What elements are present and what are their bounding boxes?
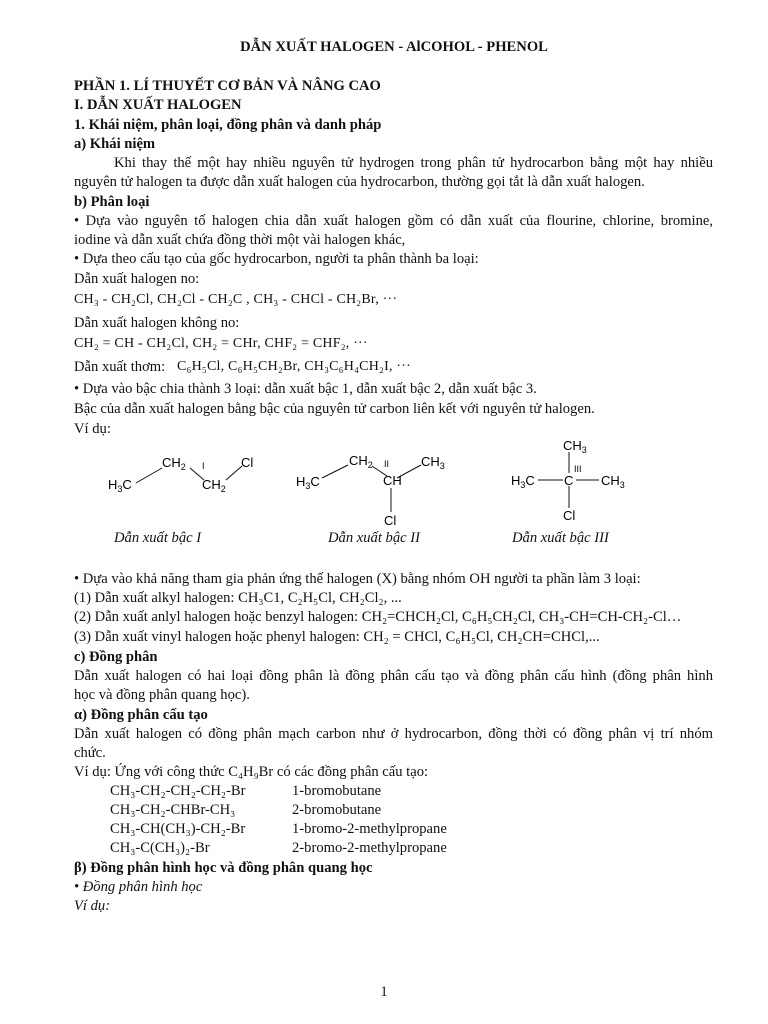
example-label: Ví dụ: — [74, 421, 111, 437]
svg-text:C: C — [564, 473, 574, 488]
isomers-text-line: học và đồng phân quang học). — [74, 687, 250, 703]
svg-text:CH: CH — [383, 473, 402, 488]
svg-text:CH2: $CH_2$ — [349, 453, 373, 470]
geometric-isomers-heading: β) Đồng phân hình học và đồng phân quang học — [74, 860, 373, 876]
svg-text:CH3: $CH_3$ — [601, 473, 625, 490]
isomer-name: 2-bromobutane — [292, 802, 382, 818]
caption-primary: Dẫn xuất bậc I — [114, 530, 202, 546]
structure-tertiary-drawing — [508, 438, 648, 533]
svg-text:II: II — [384, 459, 390, 469]
isomer-formula: CH₃-C(CH₃)₂-Br — [110, 840, 210, 856]
isomer-name: 1-bromo-2-methylpropane — [292, 821, 447, 837]
structural-isomers-text-line: Dẫn xuất halogen có đồng phân mạch carbon như ở hydrocarbon, đồng thời có đồng phân vị trí nhóm — [74, 726, 713, 742]
structural-isomers-heading: α) Đồng phân cấu tạo — [74, 707, 208, 723]
caption-secondary: Dẫn xuất bậc II — [328, 530, 420, 546]
classification-bullet: • Dựa theo cấu tạo của gốc hydrocarbon, người ta phân thành ba loại: — [74, 251, 479, 267]
subsection-heading: 1. Khái niệm, phân loại, đồng phân và danh pháp — [74, 117, 382, 133]
geometric-isomers-bullet: • Đồng phân hình học — [74, 879, 203, 895]
caption-tertiary: Dẫn xuất bậc III — [512, 530, 609, 546]
svg-text:H3C: $H_3C$ — [108, 477, 132, 494]
reactivity-bullet: • Dựa vào khả năng tham gia phản ứng thế halogen (X) bằng nhóm OH người ta phần làm 3 loại: — [74, 571, 641, 587]
structure-primary — [104, 438, 274, 513]
isomer-list-item — [110, 839, 447, 857]
isomer-formula: CH₃-CH₂-CH₂-CH₂-Br — [110, 783, 246, 799]
reactivity-item: (1) Dẫn xuất alkyl halogen: CH₃C1, C₂H₅Cl, CH₂Cl₂, ... — [74, 590, 402, 606]
svg-text:Cl: Cl — [563, 508, 576, 523]
isomer-list-item — [110, 782, 382, 800]
unsaturated-formula: CH₂ = CH - CH₂Cl, CH₂ = CHr, CHF₂ = CHF₂, ··· — [74, 336, 368, 351]
reactivity-item: (2) Dẫn xuất anlyl halogen hoặc benzyl halogen: CH₂=CHCH₂Cl, C₆H₅CH₂Cl, CH₃-CH=CH-CH₂-Cl… — [74, 609, 682, 625]
isomers-heading: c) Đồng phân — [74, 649, 158, 665]
classification-text-line: iodine và dẫn xuất chứa đồng thời một vài halogen khác, — [74, 232, 406, 248]
unsaturated-label: Dẫn xuất halogen không no: — [74, 315, 240, 331]
isomer-list-item — [110, 820, 447, 838]
aromatic-label: Dẫn xuất thơm: — [74, 359, 166, 375]
geometric-example-label: Ví dụ: — [74, 898, 111, 914]
saturated-formula: CH₃ - CH₂Cl, CH₂Cl - CH₂C , CH₃ - CHCl - CH₂Br, ··· — [74, 292, 398, 307]
structure-secondary-drawing — [294, 438, 464, 533]
degree-definition: Bậc của dẫn xuất halogen bằng bậc của nguyên tử carbon liên kết với nguyên tử halogen. — [74, 401, 595, 417]
structure-primary-drawing — [104, 438, 274, 508]
svg-text:Cl: Cl — [384, 513, 397, 528]
svg-text:Cl: Cl — [241, 455, 254, 470]
classification-bullet: • Dựa vào nguyên tố halogen chia dẫn xuất halogen gồm có dẫn xuất của flourine, chlorine, bromine, — [74, 213, 713, 229]
svg-text:I: I — [202, 461, 205, 471]
isomers-text-line: Dẫn xuất halogen có hai loại đồng phân là đồng phân cấu tạo và đồng phân cấu hình (đồng phân hình — [74, 668, 713, 684]
reactivity-item: (3) Dẫn xuất vinyl halogen hoặc phenyl halogen: CH₂ = CHCl, C₆H₅Cl, CH₂CH=CHCl,... — [74, 629, 600, 645]
svg-text:H3C: $H_3C$ — [511, 473, 535, 490]
concept-heading: a) Khái niệm — [74, 136, 156, 152]
isomer-formula: CH₃-CH₂-CHBr-CH₃ — [110, 802, 236, 818]
classification-bullet: • Dựa vào bậc chia thành 3 loại: dẫn xuất bậc 1, dẫn xuất bậc 2, dẫn xuất bậc 3. — [74, 381, 537, 397]
svg-text:CH2: $CH_2$ — [162, 455, 186, 472]
svg-text:CH2: $CH_2$ — [202, 477, 226, 494]
isomer-name: 2-bromo-2-methylpropane — [292, 840, 447, 856]
document-title: DẪN XUẤT HALOGEN - AlCOHOL - PHENOL — [240, 39, 548, 55]
structure-secondary — [294, 438, 464, 538]
structure-tertiary — [508, 438, 648, 538]
svg-text:CH3: $CH_3$ — [563, 438, 587, 455]
svg-text:H3C: $H_3C$ — [296, 474, 320, 491]
page-number: 1 — [380, 984, 388, 1000]
isomers-example-line: Ví dụ: Ứng với công thức C₄H₉Br có các đồng phân cấu tạo: — [74, 764, 429, 780]
svg-text:III: III — [574, 464, 582, 474]
isomer-name: 1-bromobutane — [292, 783, 382, 799]
concept-text-line: Khi thay thế một hay nhiều nguyên tử hydrogen trong phân tử hydrocarbon bằng một hay nhiều — [114, 155, 713, 171]
concept-text-line: nguyên tử halogen ta được dẫn xuất halogen của hydrocarbon, thường gọi tắt là dẫn xuất halogen. — [74, 174, 645, 190]
svg-text:CH3: $CH_3$ — [421, 454, 445, 471]
section-heading: I. DẪN XUẤT HALOGEN — [74, 97, 242, 113]
classification-heading: b) Phân loại — [74, 194, 150, 210]
part-heading: PHẦN 1. LÍ THUYẾT CƠ BẢN VÀ NÂNG CAO — [74, 78, 381, 94]
isomer-list-item — [110, 801, 382, 819]
saturated-label: Dẫn xuất halogen no: — [74, 271, 200, 287]
isomer-formula: CH₃-CH(CH₃)-CH₂-Br — [110, 821, 246, 837]
aromatic-formula: C₆H₅Cl, C₆H₅CH₂Br, CH₃C₆H₄CH₂I, ··· — [177, 359, 411, 374]
structural-isomers-text-line: chức. — [74, 745, 106, 761]
